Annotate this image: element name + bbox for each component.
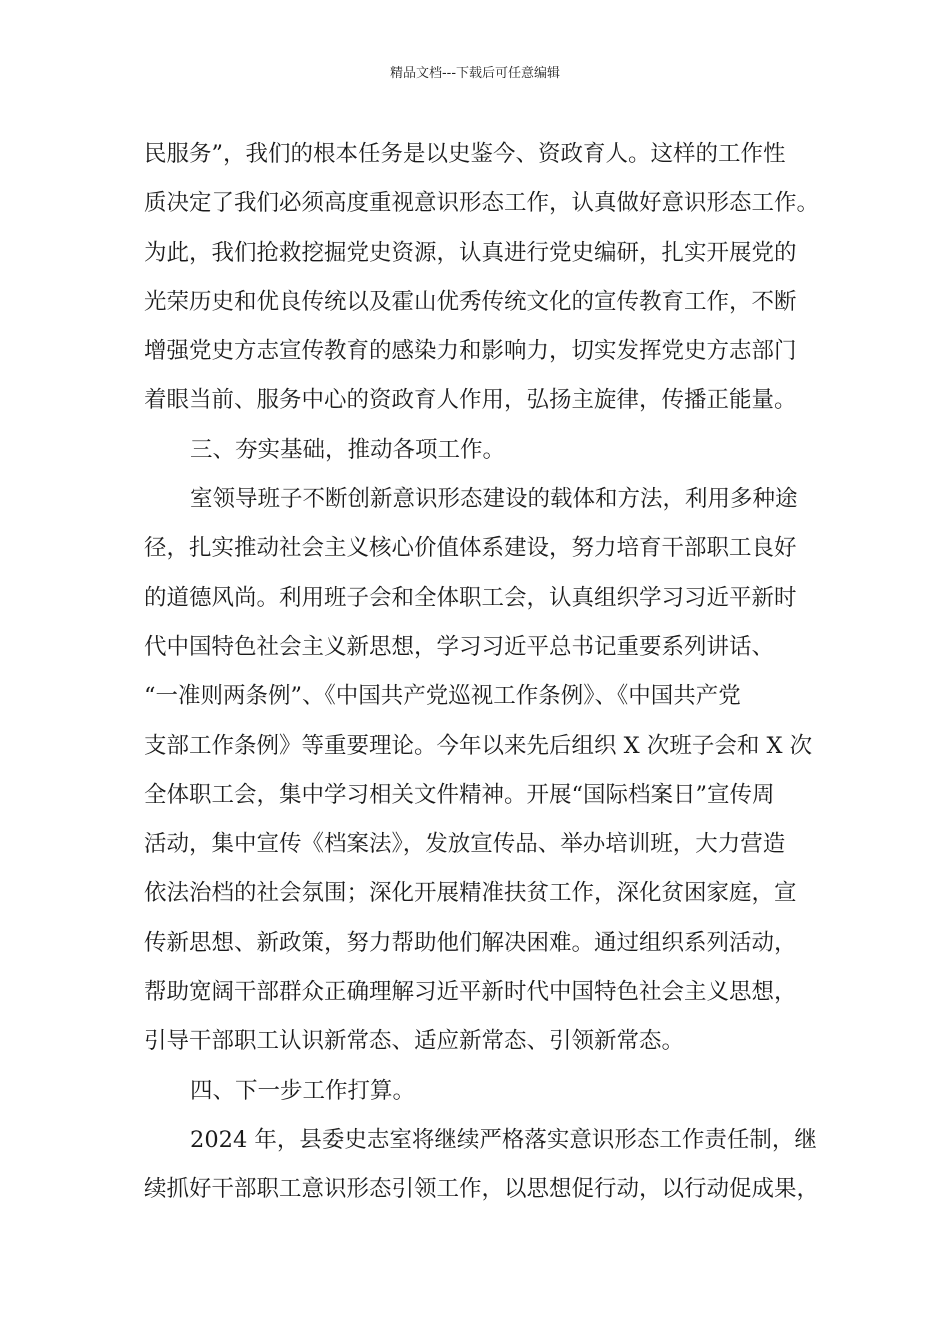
body-line: 着眼当前、服务中心的资政育人作用，弘扬主旋律，传播正能量。 <box>144 387 797 414</box>
body-line: 代中国特色社会主义新思想，学习习近平总书记重要系列讲话、 <box>144 633 775 660</box>
body-line: 全体职工会，集中学习相关文件精神。开展“国际档案日”宣传周 <box>144 781 775 808</box>
body-line: 民服务”，我们的根本任务是以史鉴今、资政育人。这样的工作性 <box>144 141 786 167</box>
body-line: 传新思想、新政策，努力帮助他们解决困难。通过组织系列活动， <box>144 929 797 956</box>
body-line: 为此，我们抢救挖掘党史资源，认真进行党史编研，扎实开展党的 <box>144 239 797 266</box>
body-line: 质决定了我们必须高度重视意识形态工作，认真做好意识形态工作。 <box>144 190 820 217</box>
section-heading-3: 三、夯实基础，推动各项工作。 <box>190 436 506 463</box>
body-line: “一准则两条例”、《中国共产党巡视工作条例》、《中国共产党 <box>144 683 741 710</box>
body-line: 增强党史方志宣传教育的感染力和影响力，切实发挥党史方志部门 <box>144 338 797 365</box>
body-line: 依法治档的社会氛围；深化开展精准扶贫工作，深化贫困家庭，宣 <box>144 880 797 907</box>
page-header: 精品文档---下载后可任意编辑 <box>389 66 561 81</box>
body-line: 室领导班子不断创新意识形态建设的载体和方法，利用多种途 <box>190 486 798 513</box>
body-line: 引导干部职工认识新常态、适应新常态、引领新常态。 <box>144 1028 685 1055</box>
body-line: 活动，集中宣传《档案法》，发放宣传品、举办培训班，大力营造 <box>144 831 786 858</box>
body-line: 帮助宽阔干部群众正确理解习近平新时代中国特色社会主义思想， <box>144 979 797 1006</box>
body-line: 支部工作条例》等重要理论。今年以来先后组织 X 次班子会和 X 次 <box>144 732 813 759</box>
section-heading-4: 四、下一步工作打算。 <box>190 1077 416 1104</box>
body-line: 续抓好干部职工意识形态引领工作，以思想促行动，以行动促成果， <box>144 1176 820 1203</box>
body-line: 径，扎实推动社会主义核心价值体系建设，努力培育干部职工良好 <box>144 535 797 562</box>
document-body <box>144 130 828 1215</box>
body-line: 2024 年，县委史志室将继续严格落实意识形态工作责任制，继 <box>190 1126 817 1153</box>
body-line: 的道德风尚。利用班子会和全体职工会，认真组织学习习近平新时 <box>144 584 797 611</box>
body-line: 光荣历史和优良传统以及霍山优秀传统文化的宣传教育工作，不断 <box>144 288 797 315</box>
